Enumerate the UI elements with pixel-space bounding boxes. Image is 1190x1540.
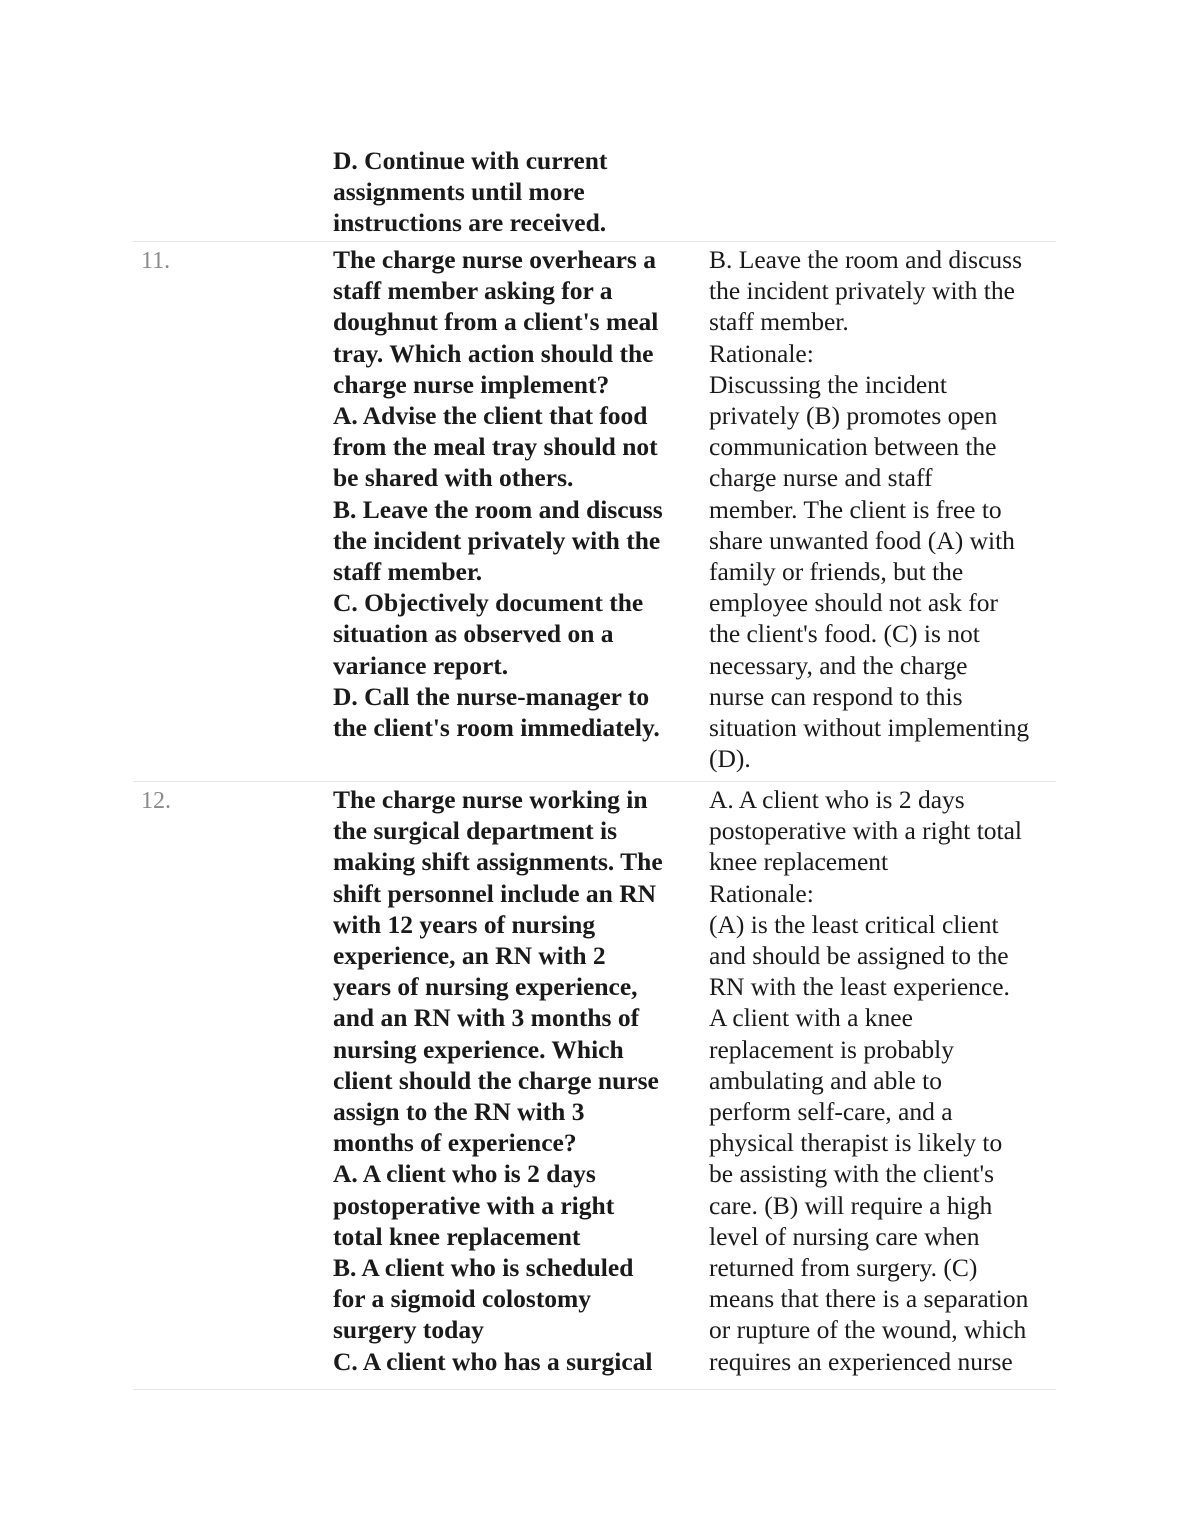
question-text-line: shift personnel include an RN [333, 878, 657, 908]
question-text-line: postoperative with a right [333, 1190, 615, 1220]
question-text-line: charge nurse implement? [333, 369, 610, 399]
table-row [133, 782, 1056, 1390]
question-cell [333, 784, 695, 1377]
answer-text-line: situation without implementing [709, 713, 1030, 743]
answer-text-line: employee should not ask for [709, 588, 998, 618]
question-text-line: C. A client who has a surgical [333, 1346, 653, 1376]
answer-text-line: share unwanted food (A) with [709, 525, 1015, 555]
answer-text-line: Discussing the incident [709, 369, 947, 399]
answer-text-line: perform self-care, and a [709, 1097, 953, 1127]
question-text-line: surgery today [333, 1315, 484, 1345]
question-text-line: C. Objectively document the [333, 588, 644, 618]
answer-text-line: ambulating and able to [709, 1065, 942, 1095]
table-row [133, 143, 1056, 242]
question-text-line: assign to the RN with 3 [333, 1097, 585, 1127]
question-text-line: be shared with others. [333, 463, 574, 493]
answer-text-line: B. Leave the room and discuss [709, 245, 1023, 274]
question-text-line: B. A client who is scheduled [333, 1253, 634, 1283]
answer-text-line: knee replacement [709, 847, 889, 877]
answer-text-line: the client's food. (C) is not [709, 619, 980, 649]
answer-text-line: staff member. [709, 307, 849, 337]
answer-text-line: privately (B) promotes open [709, 401, 998, 431]
answer-text-line: and should be assigned to the [709, 941, 1009, 971]
answer-text-line: requires an experienced nurse [709, 1346, 1013, 1376]
question-text-line: and an RN with 3 months of [333, 1003, 640, 1033]
question-text-line: the incident privately with the [333, 525, 661, 555]
question-text-line: variance report. [333, 650, 509, 680]
question-text-line: the client's room immediately. [333, 713, 660, 743]
answer-text-line: A. A client who is 2 days [709, 785, 965, 814]
question-text-line: experience, an RN with 2 [333, 941, 606, 971]
question-number: 11. [141, 248, 171, 274]
answer-text-line: family or friends, but the [709, 557, 964, 587]
answer-text-line: or rupture of the wound, which [709, 1315, 1027, 1345]
question-text-line: situation as observed on a [333, 619, 614, 649]
answer-text-line: necessary, and the charge [709, 650, 968, 680]
answer-text-line: communication between the [709, 432, 997, 462]
question-text-line: from the meal tray should not [333, 432, 658, 462]
answer-text-line: member. The client is free to [709, 494, 1002, 524]
answer-text-line: Rationale: [709, 338, 814, 368]
answer-text-line: nurse can respond to this [709, 681, 963, 711]
question-text-line: assignments until more [333, 177, 585, 207]
answer-text-line: returned from surgery. (C) [709, 1253, 978, 1283]
question-text-line: staff member asking for a [333, 276, 613, 306]
answer-cell [709, 784, 1054, 1377]
question-text-line: The charge nurse working in [333, 785, 648, 814]
answer-text-line: postoperative with a right total [709, 816, 1023, 846]
question-text-line: A. A client who is 2 days [333, 1159, 596, 1189]
question-number: 12. [141, 788, 171, 814]
question-text-line: making shift assignments. The [333, 847, 663, 877]
answer-text-line: the incident privately with the [709, 276, 1015, 306]
answer-text-line: physical therapist is likely to [709, 1128, 1003, 1158]
answer-text-line: charge nurse and staff [709, 463, 933, 493]
question-text-line: the surgical department is [333, 816, 618, 846]
answer-text-line: (D). [709, 744, 751, 774]
question-text-line: A. Advise the client that food [333, 401, 648, 431]
question-text-line: instructions are received. [333, 208, 607, 238]
question-cell [333, 244, 695, 743]
question-text-line: for a sigmoid colostomy [333, 1284, 592, 1314]
question-text-line: D. Continue with current [333, 146, 608, 175]
question-text-line: total knee replacement [333, 1221, 581, 1251]
question-text-line: doughnut from a client's meal [333, 307, 659, 337]
answer-cell [709, 244, 1054, 774]
question-text-line: The charge nurse overhears a [333, 245, 656, 274]
answer-text-line: means that there is a separation [709, 1284, 1029, 1314]
answer-text-line: A client with a knee [709, 1003, 913, 1033]
question-text-line: client should the charge nurse [333, 1065, 659, 1095]
question-table [133, 143, 1056, 1390]
question-text-line: with 12 years of nursing [333, 909, 596, 939]
question-text-line: staff member. [333, 557, 483, 587]
table-row [133, 242, 1056, 782]
answer-text-line: Rationale: [709, 878, 814, 908]
question-text-line: D. Call the nurse-manager to [333, 681, 650, 711]
question-text-line: nursing experience. Which [333, 1034, 624, 1064]
question-text-line: tray. Which action should the [333, 338, 654, 368]
answer-text-line: (A) is the least critical client [709, 909, 999, 939]
question-text-line: years of nursing experience, [333, 972, 638, 1002]
answer-text-line: level of nursing care when [709, 1221, 980, 1251]
question-cell [333, 145, 695, 239]
question-text-line: months of experience? [333, 1128, 577, 1158]
answer-text-line: be assisting with the client's [709, 1159, 995, 1189]
question-text-line: B. Leave the room and discuss [333, 494, 663, 524]
answer-text-line: care. (B) will require a high [709, 1190, 993, 1220]
answer-text-line: RN with the least experience. [709, 972, 1010, 1002]
answer-text-line: replacement is probably [709, 1034, 954, 1064]
